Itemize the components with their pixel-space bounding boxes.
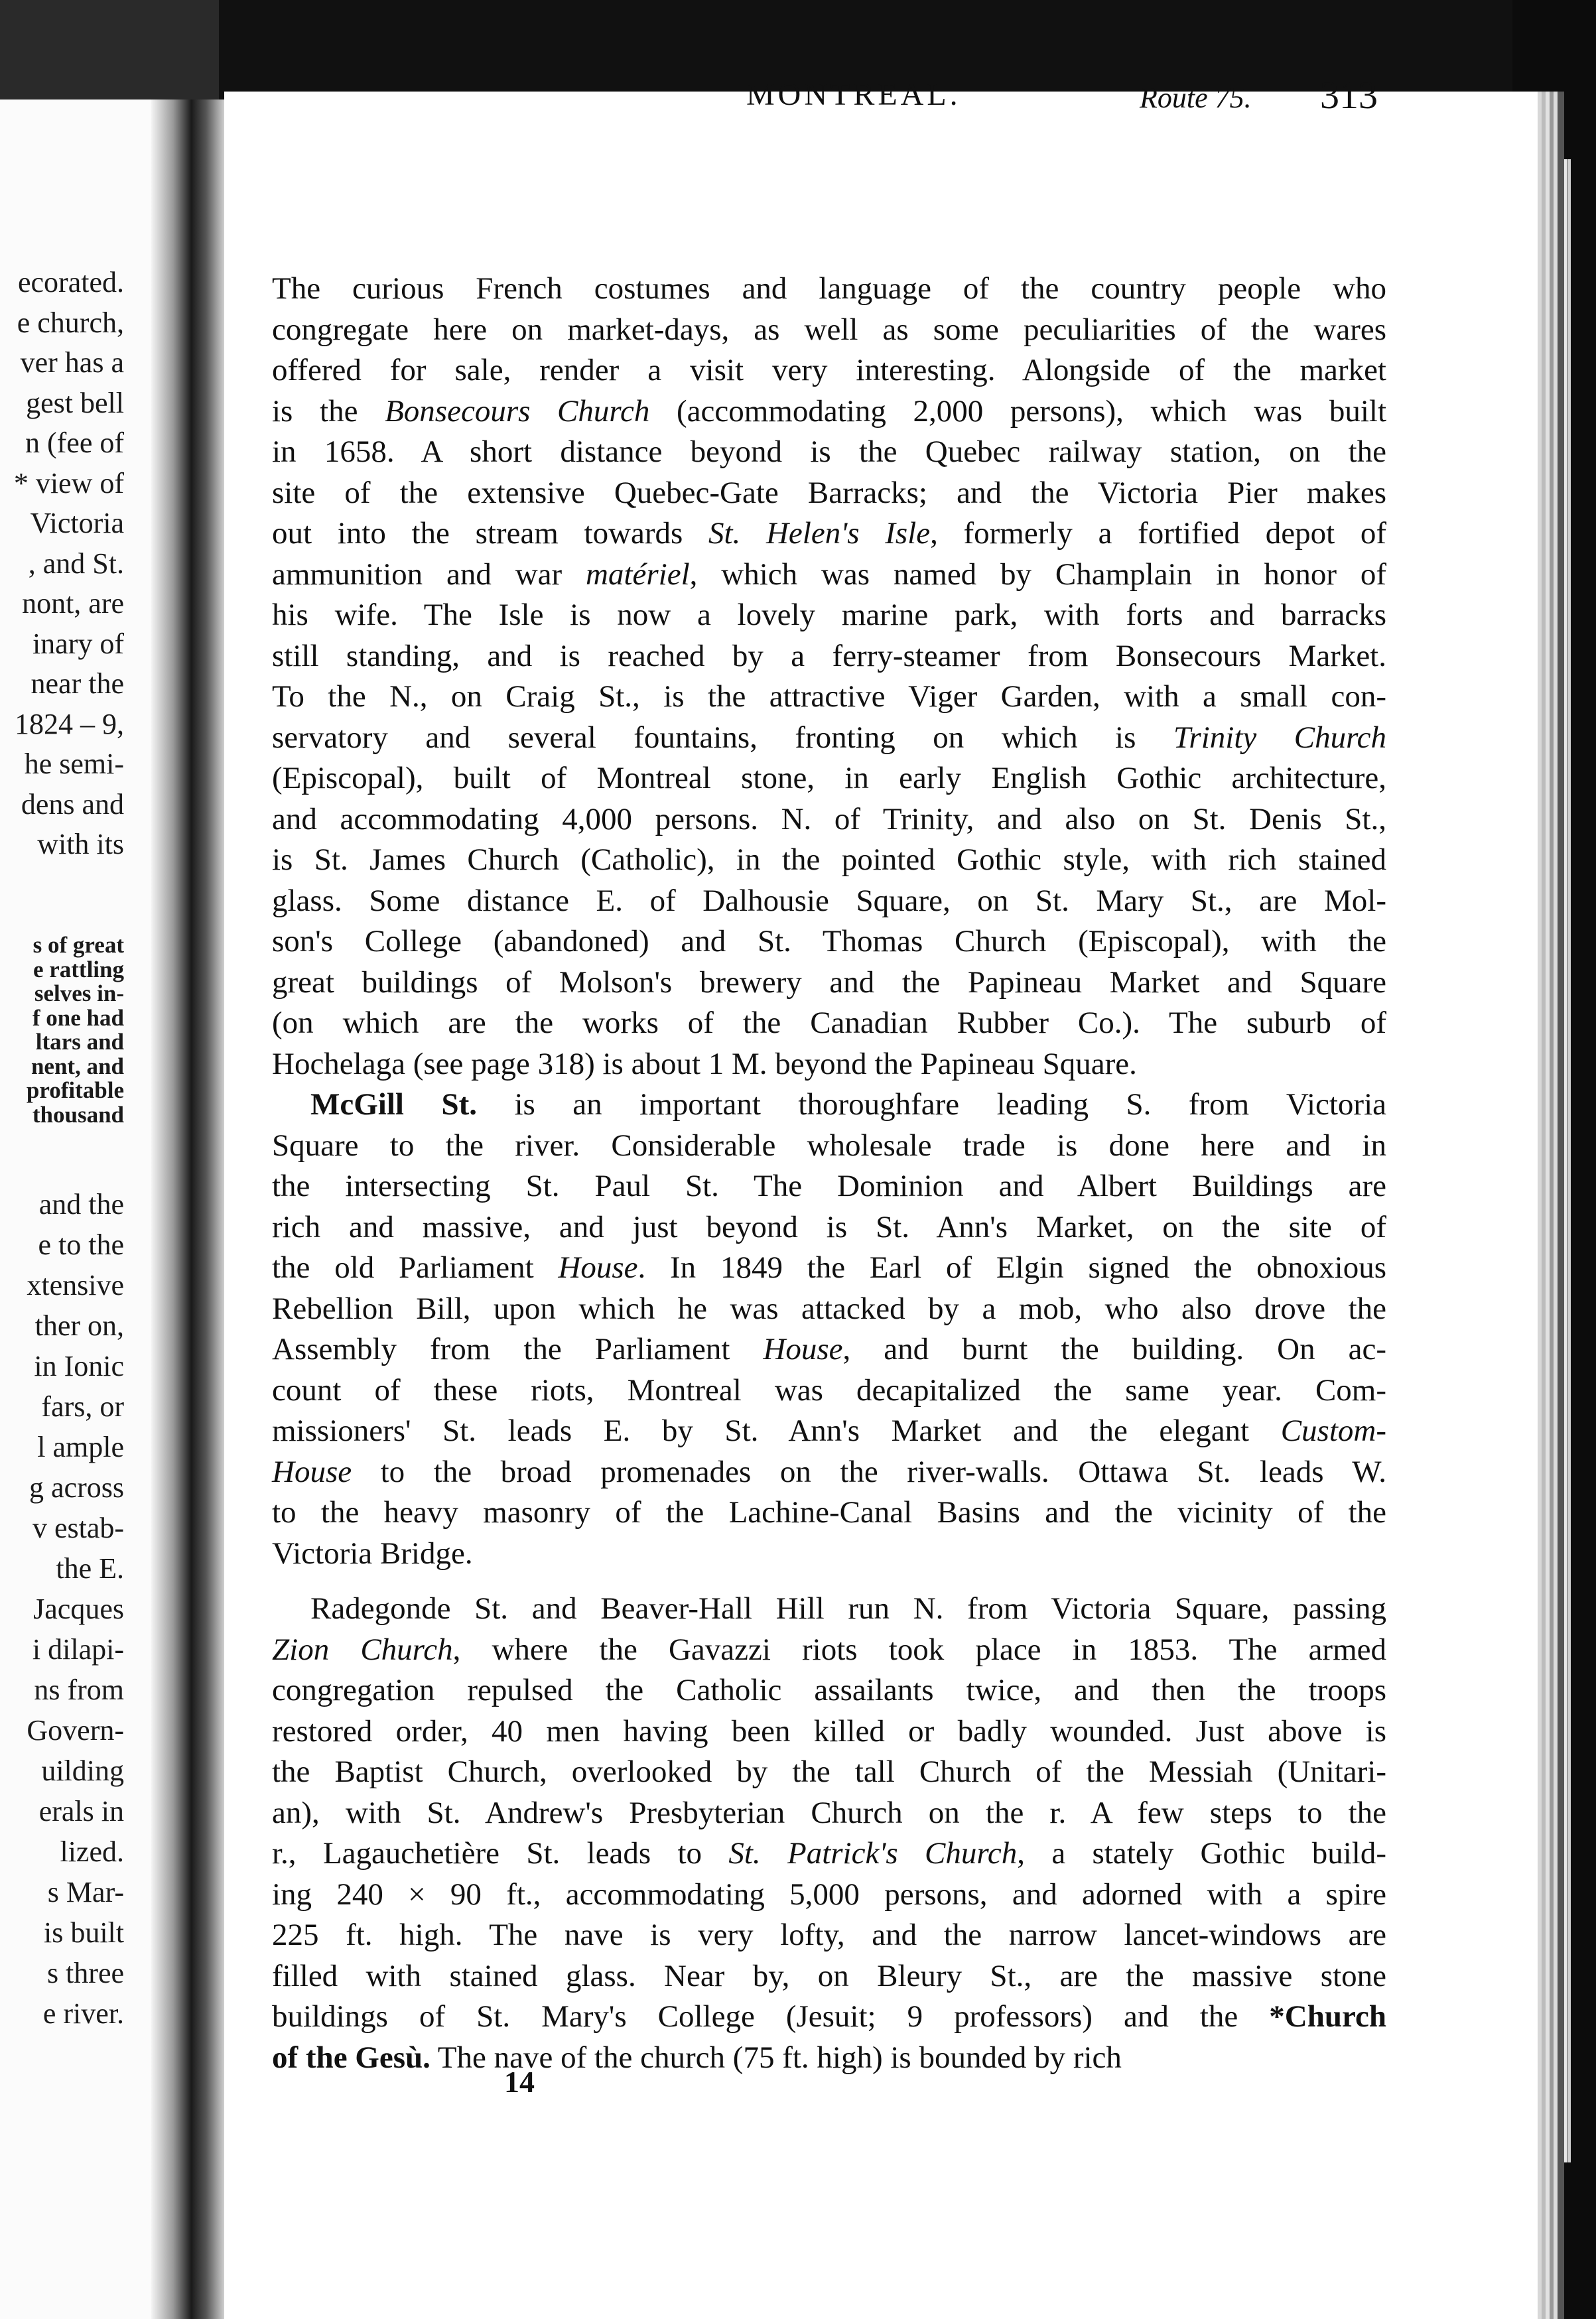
facing-page-line: f one had: [32, 1004, 124, 1031]
facing-page-line: i dilapi-: [32, 1633, 124, 1666]
text-line: site of the extensive Quebec-Gate Barracks; and the Victoria Pier makes: [272, 475, 1386, 510]
facing-page-line: nent, and: [31, 1053, 124, 1079]
facing-page-line: and the: [38, 1188, 124, 1221]
facing-page-line: thousand: [32, 1101, 124, 1128]
text-line: Rebellion Bill, upon which he was attacked by a mob, who also drove the: [272, 1291, 1386, 1326]
facing-page-line: s three: [46, 1957, 124, 1989]
text-line: and accommodating 4,000 persons. N. of Trinity, and also on St. Denis St.,: [272, 801, 1386, 836]
facing-page-line: ver has a: [20, 346, 124, 379]
text-line: Square to the river. Considerable wholesale trade is done here and in: [272, 1128, 1386, 1163]
page-number: 313: [1320, 74, 1378, 117]
facing-page-line: gest bell: [26, 386, 124, 419]
text-line: out into the stream towards St. Helen's Isle, formerly a fortified depot of: [272, 516, 1386, 551]
italic-term: Custom-: [1280, 1414, 1386, 1448]
text-line: The curious French costumes and language of the country people who: [272, 271, 1386, 306]
text-line: Hochelaga (see page 318) is about 1 M. beyond the Papineau Square.: [272, 1046, 1137, 1081]
italic-term: House: [763, 1332, 843, 1366]
facing-page-line: e to the: [38, 1228, 124, 1261]
section-lead: McGill St.: [310, 1087, 477, 1122]
facing-page-line: g across: [29, 1471, 124, 1504]
facing-page-line: s of great: [33, 932, 124, 958]
text-line: ammunition and war matériel, which was named by Champlain in honor of: [272, 557, 1387, 592]
facing-page-line: uilding: [41, 1755, 124, 1787]
facing-page-line: ther on,: [34, 1309, 124, 1342]
facing-page-line: n (fee of: [25, 427, 124, 459]
text-line: is the Bonsecours Church (accommodating 2,000 persons), which was built: [272, 393, 1386, 429]
facing-page-line: ltars and: [35, 1029, 124, 1055]
text-line: glass. Some distance E. of Dalhousie Square, on St. Mary St., are Mol-: [272, 883, 1386, 918]
text-line: rich and massive, and just beyond is St. Ann's Market, on the site of: [272, 1209, 1386, 1244]
text-line: filled with stained glass. Near by, on Bleury St., are the massive stone: [272, 1958, 1386, 1993]
line-text: is an important thoroughfare leading S. from Victoria: [476, 1087, 1386, 1122]
facing-page-line: lized.: [60, 1835, 124, 1868]
text-line: Zion Church, where the Gavazzi riots took place in 1853. The armed: [272, 1632, 1387, 1667]
text-line: Victoria Bridge.: [272, 1536, 473, 1571]
facing-page-line: is built: [43, 1916, 124, 1949]
facing-page-line: in Ionic: [34, 1350, 124, 1382]
text-line: his wife. The Isle is now a lovely marine park, with forts and barracks: [272, 598, 1386, 632]
italic-term: Zion Church: [272, 1632, 453, 1667]
text-line: count of these riots, Montreal was decapitalized the same year. Com-: [272, 1372, 1386, 1408]
book-gutter: [151, 99, 224, 2319]
facing-page-line: Govern-: [27, 1714, 124, 1747]
facing-page-line: Victoria: [30, 507, 124, 539]
facing-page-line: e rattling: [33, 956, 124, 982]
italic-term: Trinity Church: [1173, 720, 1386, 755]
page-body-text: [272, 269, 1386, 2078]
facing-page-line: l ample: [37, 1431, 124, 1463]
facing-page-line: erals in: [38, 1795, 124, 1827]
italic-term: Bonsecours Church: [385, 393, 650, 429]
facing-page-line: Jacques: [33, 1593, 124, 1625]
running-head-route: Route 75.: [1140, 82, 1252, 114]
signature-mark: 14: [504, 2065, 535, 2099]
text-line: to the heavy masonry of the Lachine-Canal Basins and the vicinity of the: [272, 1495, 1386, 1530]
text-line: buildings of St. Mary's College (Jesuit; 9 professors) and the *Church: [272, 1999, 1386, 2034]
text-line: To the N., on Craig St., is the attractive Viger Garden, with a small con-: [272, 679, 1386, 714]
facing-page-line: fars, or: [41, 1390, 124, 1423]
text-line: an), with St. Andrew's Presbyterian Church on the r. A few steps to the: [272, 1795, 1386, 1830]
facing-page-line: e church,: [17, 306, 124, 339]
italic-term: St. Patrick's Church: [728, 1836, 1018, 1871]
page-edges: [1538, 159, 1571, 2162]
text-line: Radegonde St. and Beaver-Hall Hill run N. from Victoria Square, passing: [310, 1591, 1386, 1626]
text-line: of the Gesù. The nave of the church (75 ft. high) is bounded by rich: [272, 2040, 1122, 2075]
italic-term: matériel: [586, 557, 690, 592]
text-line: congregation repulsed the Catholic assailants twice, and then the troops: [272, 1673, 1386, 1707]
facing-page-line: xtensive: [27, 1269, 124, 1301]
text-line: offered for sale, render a visit very interesting. Alongside of the market: [272, 353, 1386, 387]
text-line: [272, 1085, 1386, 1126]
paragraph: [272, 1589, 1386, 2078]
facing-page-line: 1824 – 9,: [15, 707, 124, 740]
facing-page-line: v estab-: [32, 1512, 124, 1544]
text-line: congregate here on market-days, as well as some peculiarities of the wares: [272, 312, 1386, 347]
italic-term: St. Helen's Isle: [708, 516, 931, 551]
text-line: the old Parliament House. In 1849 the Earl of Elgin signed the obnoxious: [272, 1250, 1386, 1285]
text-line: missioners' St. leads E. by St. Ann's Market and the elegant Custom-: [272, 1414, 1386, 1448]
facing-page-line: inary of: [32, 627, 124, 660]
text-line: House to the broad promenades on the river-walls. Ottawa St. leads W.: [272, 1454, 1386, 1489]
facing-page-line: s Mar-: [47, 1876, 124, 1908]
facing-page-line: selves in-: [34, 980, 124, 1006]
text-line: great buildings of Molson's brewery and the Papineau Market and Square: [272, 964, 1386, 1000]
facing-page-line: profitable: [26, 1077, 124, 1103]
facing-page-line: nont, are: [22, 587, 124, 620]
facing-page-line: e river.: [42, 1997, 124, 2030]
italic-term: House: [558, 1250, 638, 1285]
facing-page-line: with its: [37, 828, 124, 860]
text-line: still standing, and is reached by a ferry-steamer from Bonsecours Market.: [272, 638, 1386, 673]
running-head-title: MONTREAL.: [746, 77, 961, 112]
text-line: in 1658. A short distance beyond is the Quebec railway station, on the: [272, 434, 1386, 469]
facing-page-line: the E.: [56, 1552, 124, 1585]
facing-page-line: he semi-: [24, 748, 124, 780]
italic-term: House: [272, 1454, 352, 1489]
text-line: ing 240 × 90 ft., accommodating 5,000 persons, and adorned with a spire: [272, 1877, 1386, 1912]
text-line: restored order, 40 men having been killed or badly wounded. Just above is: [272, 1713, 1386, 1749]
facing-page-line: , and St.: [28, 547, 124, 580]
text-line: is St. James Church (Catholic), in the pointed Gothic style, with rich stained: [272, 842, 1386, 877]
text-line: servatory and several fountains, fronting on which is Trinity Church: [272, 720, 1386, 755]
facing-page-line: dens and: [21, 787, 124, 821]
text-line: r., Lagauchetière St. leads to St. Patrick's Church, a stately Gothic build-: [272, 1836, 1387, 1871]
text-line: 225 ft. high. The nave is very lofty, and the narrow lancet-windows are: [272, 1918, 1386, 1952]
facing-page-line: near the: [31, 667, 124, 700]
facing-page-line: * view of: [13, 466, 124, 499]
text-line: (on which are the works of the Canadian Rubber Co.). The suburb of: [272, 1006, 1386, 1040]
paragraph: [272, 1085, 1386, 1574]
text-line: the intersecting St. Paul St. The Dominion and Albert Buildings are: [272, 1169, 1386, 1203]
bold-term: of the Gesù.: [272, 2040, 431, 2075]
paragraph: [272, 269, 1386, 1085]
paragraph-gap: [272, 1574, 1386, 1589]
text-line: Assembly from the Parliament House, and burnt the building. On ac-: [272, 1332, 1386, 1366]
facing-page-line: ns from: [34, 1674, 124, 1706]
text-line: son's College (abandoned) and St. Thomas Church (Episcopal), with the: [272, 924, 1386, 959]
text-line: the Baptist Church, overlooked by the tall Church of the Messiah (Unitari-: [272, 1755, 1386, 1789]
bold-term: *Church: [1269, 1999, 1386, 2034]
facing-page-line: ecorated.: [18, 266, 124, 298]
text-line: (Episcopal), built of Montreal stone, in early English Gothic architecture,: [272, 761, 1386, 795]
